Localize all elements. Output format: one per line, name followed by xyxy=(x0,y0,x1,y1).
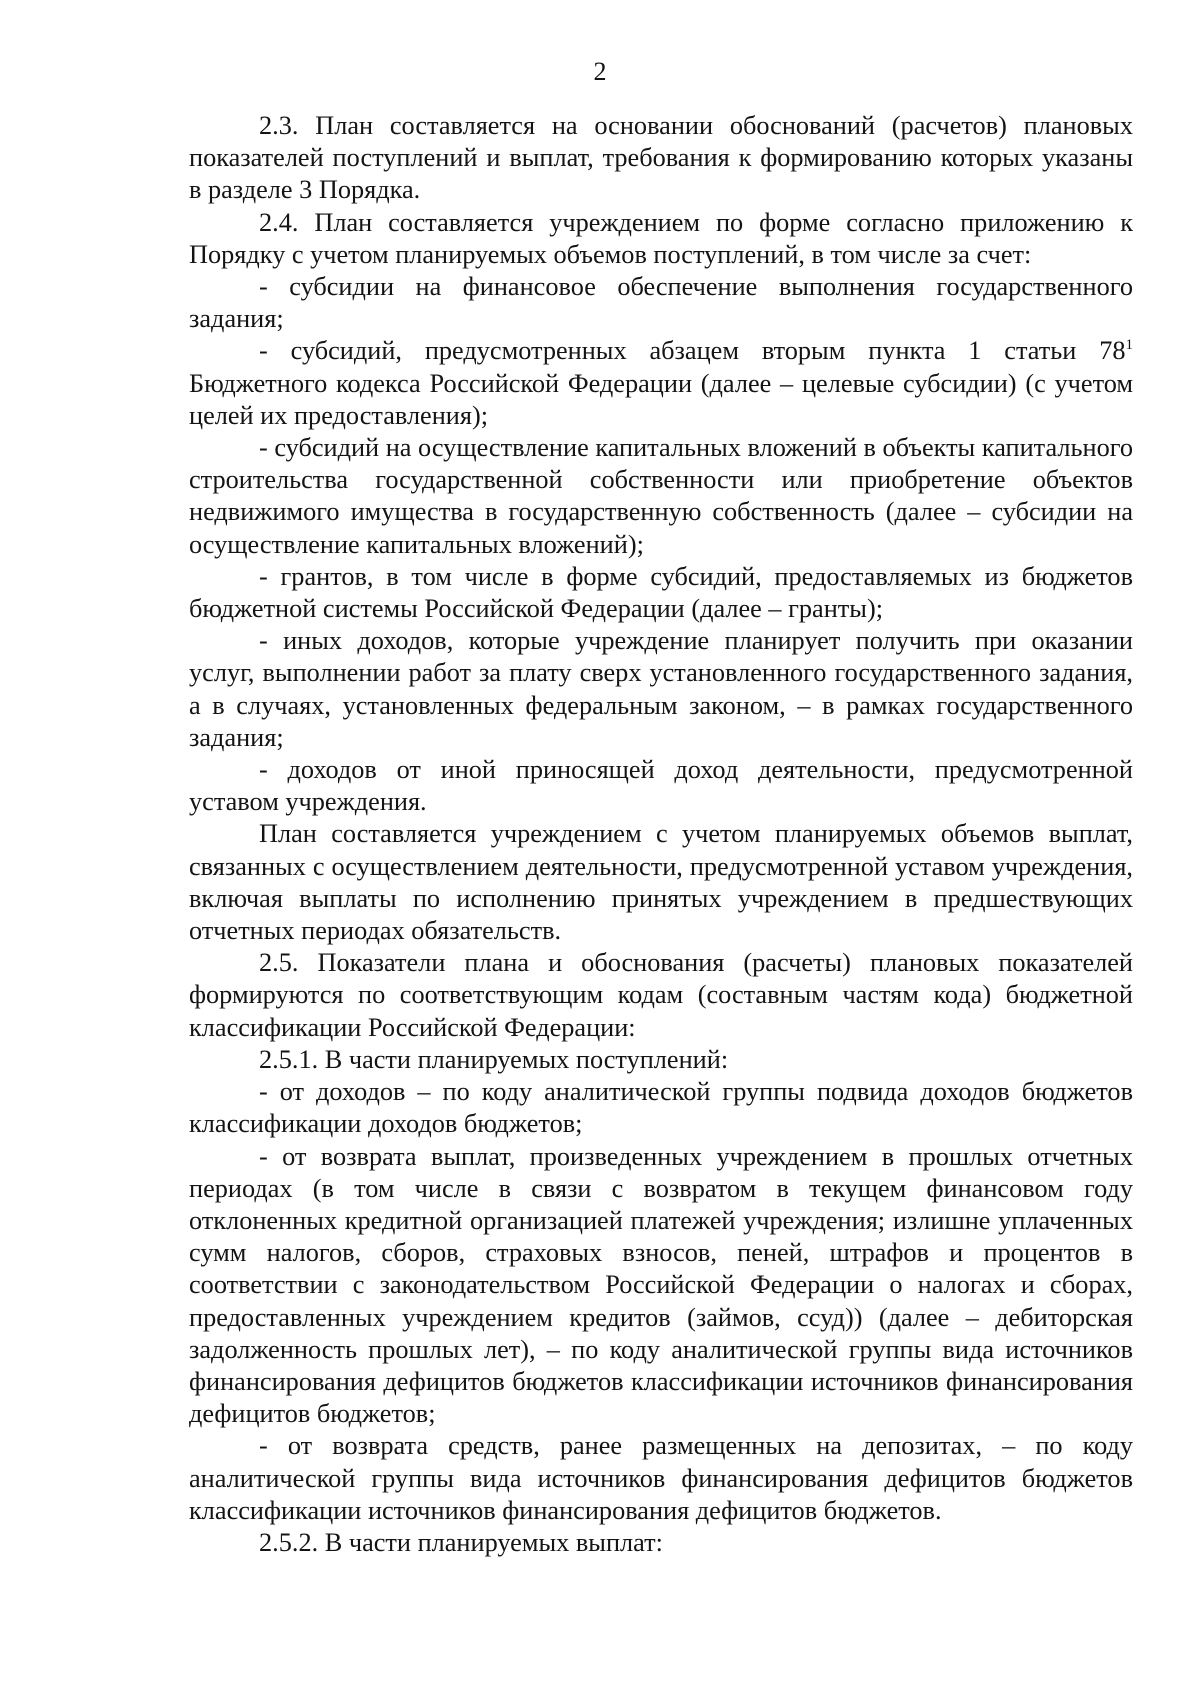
paragraph-2-5-2: 2.5.2. В части планируемых выплат: xyxy=(259,1527,663,1557)
paragraph-2-5: 2.5. Показатели плана и обоснования (расчеты) плановых показателей формируются по соответствующим кодам (составным частям кода) бюджетной классификации Российской Федерации: xyxy=(189,948,1133,1042)
list-item-return-of-deposits: - от возврата средств, ранее размещенных на депозитах, – по коду аналитической группы вида источников финансирования дефицитов бюджетов классификации источников финансирования дефицитов бюджетов. xyxy=(189,1431,1133,1525)
list-item-from-income: - от доходов – по коду аналитической группы подвида доходов бюджетов классификации доходов бюджетов; xyxy=(189,1077,1133,1139)
list-item-income-generating-activity: - доходов от иной приносящей доход деятельности, предусмотренной уставом учреждения. xyxy=(189,755,1133,817)
document-body xyxy=(189,110,1133,1559)
page-number: 2 xyxy=(593,57,607,86)
list-item-capital-investment-subsidies: - субсидий на осуществление капитальных вложений в объекты капитального строительства государственной собственности или приобретение объектов недвижимого имущества в государственную собственность (далее – субсидии на осуществление капитальных вложений); xyxy=(189,433,1133,559)
list-item-targeted-subsidies xyxy=(189,335,1133,432)
list-item-text: - субсидий, предусмотренных абзацем вторым пункта 1 статьи 78 xyxy=(259,336,1126,366)
list-item-state-task-subsidy: - субсидии на финансовое обеспечение выполнения государственного задания; xyxy=(189,272,1133,334)
paragraph-plan-payments: План составляется учреждением с учетом планируемых объемов выплат, связанных с осуществлением деятельности, предусмотренной уставом учреждения, включая выплаты по исполнению принятых учреждением в предшествующих отчетных периодах обязательств. xyxy=(189,819,1133,946)
list-item-grants: - грантов, в том числе в форме субсидий, предоставляемых из бюджетов бюджетной системы Российской Федерации (далее – гранты); xyxy=(189,561,1133,624)
paragraph-2-3: 2.3. План составляется на основании обоснований (расчетов) плановых показателей поступлений и выплат, требования к формированию которых указаны в разделе 3 Порядка. xyxy=(189,111,1133,205)
paragraph-2-5-1: 2.5.1. В части планируемых поступлений: xyxy=(259,1044,729,1074)
list-item-other-income: - иных доходов, которые учреждение планирует получить при оказании услуг, выполнении работ за плату сверх установленного государственного задания, а в случаях, установленных федеральным законом, – в рамках государственного задания; xyxy=(189,626,1133,752)
superscript: 1 xyxy=(1125,337,1133,354)
list-item-return-of-payments: - от возврата выплат, произведенных учреждением в прошлых отчетных периодах (в том числе в связи с возвратом в текущем финансовом году отклоненных кредитной организацией платежей учреждения; излишне уплаченных сумм налогов, сборов, страховых взносов, пеней, штрафов и процентов в соответствии с законодательством Российской Федерации о налогах и сборах, предоставленных учреждением кредитов (займов, ссуд)) (далее – дебиторская задолженность прошлых лет), – по коду аналитической группы вида источников финансирования дефицитов бюджетов классификации источников финансирования дефицитов бюджетов; xyxy=(189,1141,1133,1429)
list-item-text-continued: Бюджетного кодекса Российской Федерации (далее – целевые субсидии) (с учетом целей их предоставления); xyxy=(189,368,1133,430)
paragraph-2-4: 2.4. План составляется учреждением по форме согласно приложению к Порядку с учетом планируемых объемов поступлений, в том числе за счет: xyxy=(189,207,1133,269)
